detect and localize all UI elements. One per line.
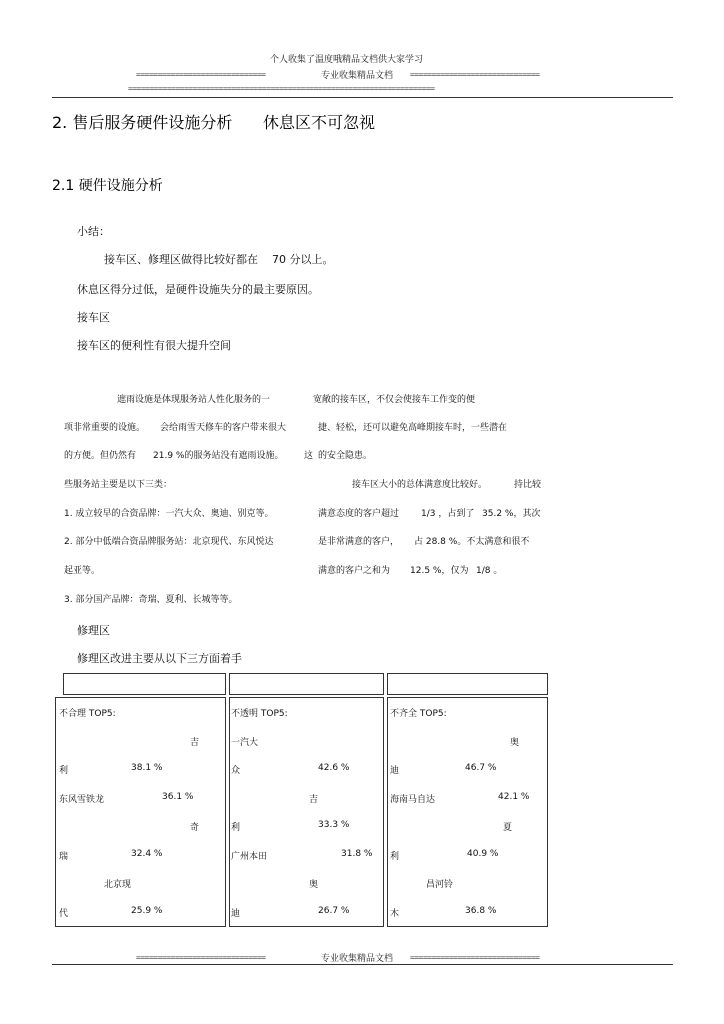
right-col-line: 35.2 %，其次	[482, 509, 541, 519]
table-cell: 利	[231, 823, 241, 833]
footer-separator-right: ==============================	[410, 953, 540, 962]
area-repair-label: 修理区	[77, 624, 110, 637]
right-col-line: 满意的客户之和为	[318, 566, 391, 576]
left-col-line: 这	[304, 451, 314, 461]
table-col2-body	[229, 697, 384, 927]
table-cell: 北京现	[104, 880, 132, 890]
left-col-line: 3. 部分国产品牌：奇瑞、夏利、长城等等。	[64, 595, 238, 605]
footer-center-label: 专业收集精品文档	[321, 954, 394, 964]
right-col-line: 持比较	[514, 480, 542, 490]
table-cell: 海南马自达	[390, 795, 436, 805]
table-cell: 奥	[309, 880, 319, 890]
footer-separator-left: ==============================	[136, 953, 266, 962]
table-cell: 33.3 %	[318, 820, 350, 830]
table-col3-header	[387, 673, 548, 695]
header-separator-left: ==============================	[136, 70, 266, 79]
area-reception-label: 接车区	[77, 311, 110, 324]
table-cell: 36.1 %	[162, 792, 194, 802]
table-cell: 奇	[190, 823, 200, 833]
table-cell: 一汽大	[231, 738, 259, 748]
right-col-line: 的安全隐患。	[318, 451, 373, 461]
left-col-line: 1. 成立较早的合资品牌：一汽大众、奥迪、别克等。	[64, 509, 274, 519]
left-col-line: 项非常重要的设施。	[64, 423, 146, 433]
area-reception-desc: 接车区的便利性有很大提升空间	[77, 339, 231, 352]
summary-line2: 休息区得分过低，是硬件设施失分的最主要原因。	[77, 283, 319, 296]
summary-label: 小结：	[77, 225, 110, 238]
summary-line1b: 70 分以上。	[272, 253, 334, 266]
right-col-line: 1/3 ，占到了	[421, 509, 475, 519]
table-col3-body	[387, 697, 548, 927]
table-col1-body	[55, 697, 226, 927]
section-heading: 2. 售后服务硬件设施分析	[52, 113, 233, 132]
right-col-line: 捷、轻松，还可以避免高峰期接车时，一些潜在	[318, 423, 508, 433]
left-col-line: 2. 部分中低端合资品牌服务站：北京现代、东风悦达	[64, 537, 274, 547]
table-cell: 32.4 %	[131, 849, 163, 859]
summary-line1a: 接车区、修理区做得比较好都在	[104, 253, 258, 266]
table-cell: 31.8 %	[341, 849, 373, 859]
table-cell: 38.1 %	[131, 763, 163, 773]
right-col-line: 占 28.8 %。不太满意和很不	[414, 537, 530, 547]
table-cell: 昌河铃	[426, 880, 454, 890]
right-col-line: 1/8 。	[476, 566, 503, 576]
table-cell: 瑞	[59, 852, 69, 862]
table-cell: 利	[59, 766, 69, 776]
header-separator-right: ==============================	[410, 70, 540, 79]
section-subheading: 2.1 硬件设施分析	[52, 178, 163, 194]
right-col-line: 接车区大小的总体满意度比较好。	[352, 480, 488, 490]
table-cell: 吉	[309, 795, 319, 805]
section-heading-tail: 休息区不可忽视	[263, 113, 376, 132]
table-cell: 利	[390, 852, 400, 862]
right-col-line: 满意态度的客户超过	[318, 509, 400, 519]
table-cell: 40.9 %	[467, 849, 499, 859]
left-col-line: 遮雨设施是体现服务站人性化服务的一	[117, 395, 271, 405]
area-repair-desc: 修理区改进主要从以下三方面着手	[77, 652, 242, 665]
left-col-line: 的方便。但仍然有	[64, 451, 137, 461]
left-col-line: 会给雨雪天修车的客户带来很大	[160, 423, 287, 433]
left-col-line: 起亚等。	[64, 566, 101, 576]
table-cell: 众	[231, 766, 241, 776]
header-rule	[52, 97, 673, 98]
table-col1-title: 不合理 TOP5:	[59, 709, 116, 719]
table-col1-header	[63, 673, 226, 695]
table-cell: 夏	[503, 823, 513, 833]
right-col-line: 宽敞的接车区，不仅会使接车工作变的便	[313, 395, 476, 405]
header-separator-full: =======================================================================	[128, 84, 435, 93]
table-cell: 迪	[390, 766, 400, 776]
left-col-line: 21.9 %的服务站没有遮雨设施。	[153, 451, 284, 461]
table-cell: 吉	[190, 738, 200, 748]
table-cell: 46.7 %	[465, 763, 497, 773]
table-col2-header	[229, 673, 384, 695]
header-title: 个人收集了温度哦精品文档供大家学习	[270, 55, 424, 65]
table-cell: 42.1 %	[498, 792, 530, 802]
right-col-line: 12.5 %，仅为	[410, 566, 469, 576]
table-cell: 木	[390, 909, 400, 919]
right-col-line: 是非常满意的客户，	[318, 537, 400, 547]
table-cell: 26.7 %	[318, 906, 350, 916]
table-cell: 25.9 %	[131, 906, 163, 916]
table-cell: 迪	[231, 909, 241, 919]
header-center-label: 专业收集精品文档	[321, 71, 394, 81]
footer-rule	[52, 964, 673, 965]
table-cell: 东风雪铁龙	[59, 795, 105, 805]
table-cell: 奥	[510, 738, 520, 748]
table-cell: 42.6 %	[318, 763, 350, 773]
left-col-line: 些服务站主要是以下三类：	[64, 480, 173, 490]
table-col3-title: 不齐全 TOP5:	[390, 709, 447, 719]
table-cell: 36.8 %	[465, 906, 497, 916]
table-cell: 广州本田	[231, 852, 268, 862]
table-cell: 代	[59, 909, 69, 919]
table-col2-title: 不透明 TOP5:	[231, 709, 288, 719]
